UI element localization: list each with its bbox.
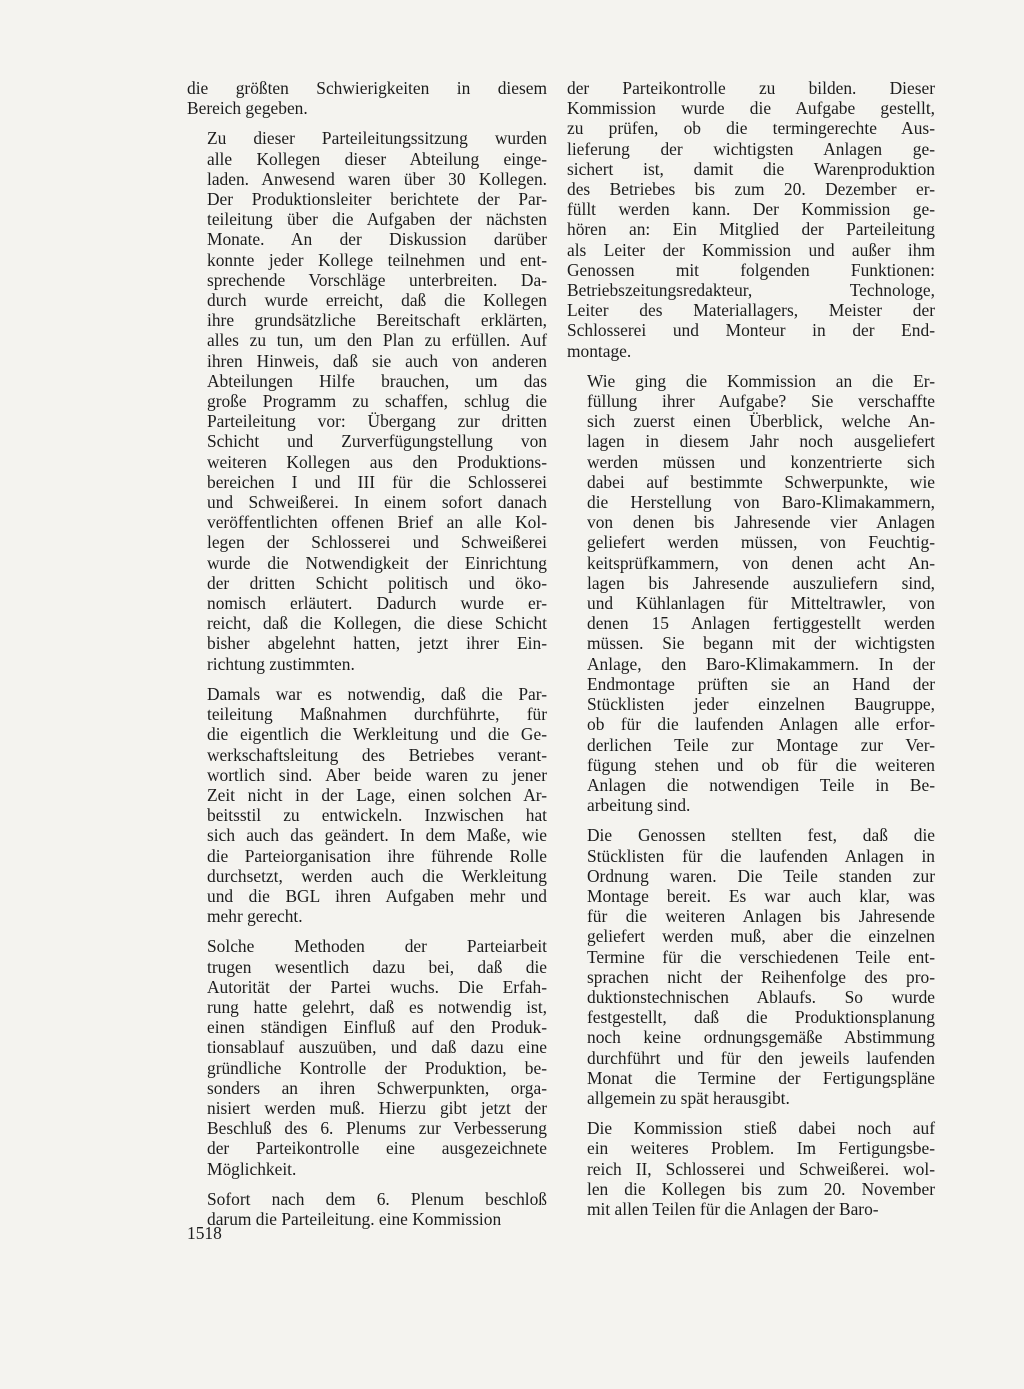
text-line: Kommission wurde die Aufgabe gestellt,: [567, 98, 935, 119]
text-line: wurde die Notwendigkeit der Einrichtung: [207, 552, 547, 573]
text-line: der Parteikontrolle zu bilden. Dieser: [567, 78, 935, 98]
text-line: legen der Schlosserei und Schweißerei: [207, 532, 547, 553]
text-line: des Betriebes bis zum 20. Dezember er-: [567, 179, 935, 200]
text-line: die Parteiorganisation ihre führende Rolle: [207, 845, 547, 866]
text-line: werden müssen und konzentrierte sich: [587, 451, 935, 472]
paragraph: [567, 371, 935, 815]
text-line: von denen bis Jahresende vier Anlagen: [587, 512, 935, 533]
text-line: geliefert werden muß, aber die einzelnen: [587, 926, 935, 947]
text-line: Leiter des Materiallagers, Meister der: [567, 300, 935, 321]
text-line: Anlagen die notwendigen Teile in Be-: [587, 774, 935, 795]
text-line: Monat die Termine der Fertigungspläne: [587, 1067, 935, 1088]
text-line: durchsetzt, werden auch die Werkleitung: [207, 865, 547, 886]
text-line: Ordnung waren. Die Teile standen zur: [587, 865, 935, 886]
text-line: Stücklisten für die laufenden Anlagen in: [587, 845, 935, 866]
text-line: sichert ist, damit die Warenproduktion: [567, 158, 935, 179]
text-line: lieferung der wichtigsten Anlagen ge-: [567, 138, 935, 159]
text-line: müssen. Sie begann mit der wichtigsten: [587, 633, 935, 654]
text-line: lagen in diesem Jahr noch ausgeliefert: [587, 431, 935, 452]
text-line: beitsstil zu entwickeln. Inzwischen hat: [207, 805, 547, 826]
text-line: sich auch das geändert. In dem Maße, wie: [207, 825, 547, 846]
text-line: fügung stehen und ob für die weiteren: [587, 754, 935, 775]
text-line: Die Genossen stellten fest, daß die: [587, 825, 935, 846]
text-line: noch keine ordnungsgemäße Abstimmung: [587, 1027, 935, 1048]
text-line: ihren Hinweis, daß sie auch von anderen: [207, 350, 547, 371]
page-number: 1518: [187, 1223, 222, 1243]
paragraph: [187, 684, 547, 926]
text-line: füllt werden kann. Der Kommission ge-: [567, 199, 935, 220]
text-line: die Herstellung von Baro-Klimakammern,: [587, 492, 935, 513]
text-line: bereichen I und III für die Schlosserei: [207, 471, 547, 492]
text-line: dabei auf bestimmte Schwerpunkte, wie: [587, 471, 935, 492]
text-line: bisher abgelehnt hatten, jetzt ihrer Ein-: [207, 633, 547, 654]
text-line: und die BGL ihren Aufgaben mehr und: [207, 885, 547, 906]
text-line: durchführt und für den jeweils laufenden: [587, 1047, 935, 1068]
text-line: rung hatte gelehrt, daß es notwendig ist,: [207, 996, 547, 1017]
paragraph: [187, 1189, 547, 1229]
text-line: Genossen mit folgenden Funktionen:: [567, 259, 935, 280]
text-line: Wie ging die Kommission an die Er-: [587, 370, 935, 391]
text-line: laden. Anwesend waren über 30 Kollegen.: [207, 168, 547, 189]
text-line: hören an: Ein Mitglied der Parteileitung: [567, 219, 935, 240]
text-line: zu prüfen, ob die termingerechte Aus-: [567, 118, 935, 139]
text-line: sonders an ihren Schwerpunkten, orga-: [207, 1077, 547, 1098]
text-line: Stücklisten jeder einzelnen Baugruppe,: [587, 694, 935, 715]
text-line: Bereich gegeben.: [187, 98, 308, 119]
text-line: mehr gerecht.: [207, 906, 303, 927]
text-line: und Schweißerei. In einem sofort danach: [207, 492, 547, 513]
text-line: der Parteikontrolle eine ausgezeichnete: [207, 1138, 547, 1159]
text-line: gründliche Kontrolle der Produktion, be-: [207, 1057, 547, 1078]
text-line: konnte jeder Kollege teilnehmen und ent-: [207, 249, 547, 270]
text-line: Betriebszeitungsredakteur, Technologe,: [567, 280, 935, 301]
text-line: trugen wesentlich dazu bei, daß die: [207, 956, 547, 977]
text-line: Termine für die verschiedenen Teile ent-: [587, 946, 935, 967]
text-line: denen 15 Anlagen fertiggestellt werden: [587, 613, 935, 634]
right-column: [567, 78, 935, 1229]
text-line: lagen bis Jahresende auszuliefern sind,: [587, 572, 935, 593]
text-line: als Leiter der Kommission und außer ihm: [567, 239, 935, 260]
text-line: Schicht und Zurverfügungstellung von: [207, 431, 547, 452]
text-line: Der Produktionsleiter berichtete der Par-: [207, 189, 547, 210]
text-line: sprachen nicht der Reihenfolge des pro-: [587, 966, 935, 987]
text-line: darum die Parteileitung. eine Kommission: [207, 1208, 502, 1229]
left-column: [187, 78, 547, 1239]
text-line: derlichen Teile zur Montage zur Ver-: [587, 734, 935, 755]
text-line: und Kühlanlagen für Mitteltrawler, von: [587, 593, 935, 614]
text-line: reicht, daß die Kollegen, die diese Schicht: [207, 613, 547, 634]
text-line: Möglichkeit.: [207, 1158, 297, 1179]
text-line: mit allen Teilen für die Anlagen der Baro-: [587, 1198, 879, 1219]
text-line: einen ständigen Einfluß auf den Produk-: [207, 1017, 547, 1038]
paragraph: [567, 1118, 935, 1219]
text-line: füllung ihrer Aufgabe? Sie verschaffte: [587, 391, 935, 412]
text-line: Zeit nicht in der Lage, einen solchen Ar-: [207, 784, 547, 805]
text-line: Schlosserei und Monteur in der End-: [567, 320, 935, 341]
paragraph: [567, 78, 935, 361]
text-line: keitsprüfkammern, von denen acht An-: [587, 552, 935, 573]
text-line: nomisch erläutert. Dadurch wurde er-: [207, 593, 547, 614]
paragraph: [187, 78, 547, 118]
text-line: Autorität der Partei wuchs. Die Erfah-: [207, 976, 547, 997]
text-line: die eigentlich die Werkleitung und die Ge-: [207, 724, 547, 745]
text-line: der dritten Schicht politisch und öko-: [207, 572, 547, 593]
text-line: Anlage, den Baro-Klimakammern. In der: [587, 653, 935, 674]
text-line: reich II, Schlosserei und Schweißerei. wol-: [587, 1158, 935, 1179]
text-line: geliefert werden müssen, von Feuchtig-: [587, 532, 935, 553]
text-line: ihre grundsätzliche Bereitschaft erklärten,: [207, 310, 547, 331]
text-line: tionsablauf auszuüben, und daß dazu eine: [207, 1037, 547, 1058]
text-line: sprechende Vorschläge unterbreiten. Da-: [207, 269, 547, 290]
paragraph: [187, 936, 547, 1178]
text-line: Zu dieser Parteileitungssitzung wurden: [207, 128, 547, 149]
text-line: sich zuerst einen Überblick, welche An-: [587, 411, 935, 432]
text-line: richtung zustimmten.: [207, 653, 355, 674]
text-line: Die Kommission stieß dabei noch auf: [587, 1118, 935, 1139]
text-line: für die weiteren Anlagen bis Jahresende: [587, 906, 935, 927]
text-line: Damals war es notwendig, daß die Par-: [207, 683, 547, 704]
text-line: teileitung Maßnahmen durchführte, für: [207, 704, 547, 725]
text-line: Endmontage prüften sie an Hand der: [587, 673, 935, 694]
text-line: Montage bereit. Es war auch klar, was: [587, 885, 935, 906]
paragraph: [567, 825, 935, 1108]
text-line: die größten Schwierigkeiten in diesem: [187, 78, 547, 98]
text-line: ein weiteres Problem. Im Fertigungsbe-: [587, 1138, 935, 1159]
text-line: Parteileitung vor: Übergang zur dritten: [207, 411, 547, 432]
paragraph: [187, 128, 547, 673]
text-line: ob für die laufenden Anlagen alle erfor-: [587, 714, 935, 735]
text-line: arbeitung sind.: [587, 795, 691, 816]
text-line: wortlich sind. Aber beide waren zu jener: [207, 764, 547, 785]
text-line: werkschaftsleitung des Betriebes verant-: [207, 744, 547, 765]
text-line: Solche Methoden der Parteiarbeit: [207, 936, 547, 957]
text-line: alles zu tun, um den Plan zu erfüllen. Auf: [207, 330, 547, 351]
text-line: teileitung über die Aufgaben der nächsten: [207, 209, 547, 230]
text-line: festgestellt, daß die Produktionsplanung: [587, 1007, 935, 1028]
text-line: allgemein zu spät herausgibt.: [587, 1087, 790, 1108]
text-line: montage.: [567, 340, 632, 361]
text-line: durch wurde erreicht, daß die Kollegen: [207, 290, 547, 311]
text-line: Sofort nach dem 6. Plenum beschloß: [207, 1188, 547, 1209]
text-line: große Programm zu schaffen, schlug die: [207, 391, 547, 412]
text-line: Abteilungen Hilfe brauchen, um das: [207, 370, 547, 391]
text-line: nisiert werden muß. Hierzu gibt jetzt der: [207, 1097, 547, 1118]
text-line: len die Kollegen bis zum 20. November: [587, 1178, 935, 1199]
text-line: Monate. An der Diskussion darüber: [207, 229, 547, 250]
text-line: weiteren Kollegen aus den Produktions-: [207, 451, 547, 472]
text-line: Beschluß des 6. Plenums zur Verbesserung: [207, 1118, 547, 1139]
text-line: alle Kollegen dieser Abteilung einge-: [207, 148, 547, 169]
text-line: duktionstechnischen Ablaufs. So wurde: [587, 986, 935, 1007]
text-line: veröffentlichten offenen Brief an alle Kol-: [207, 512, 547, 533]
